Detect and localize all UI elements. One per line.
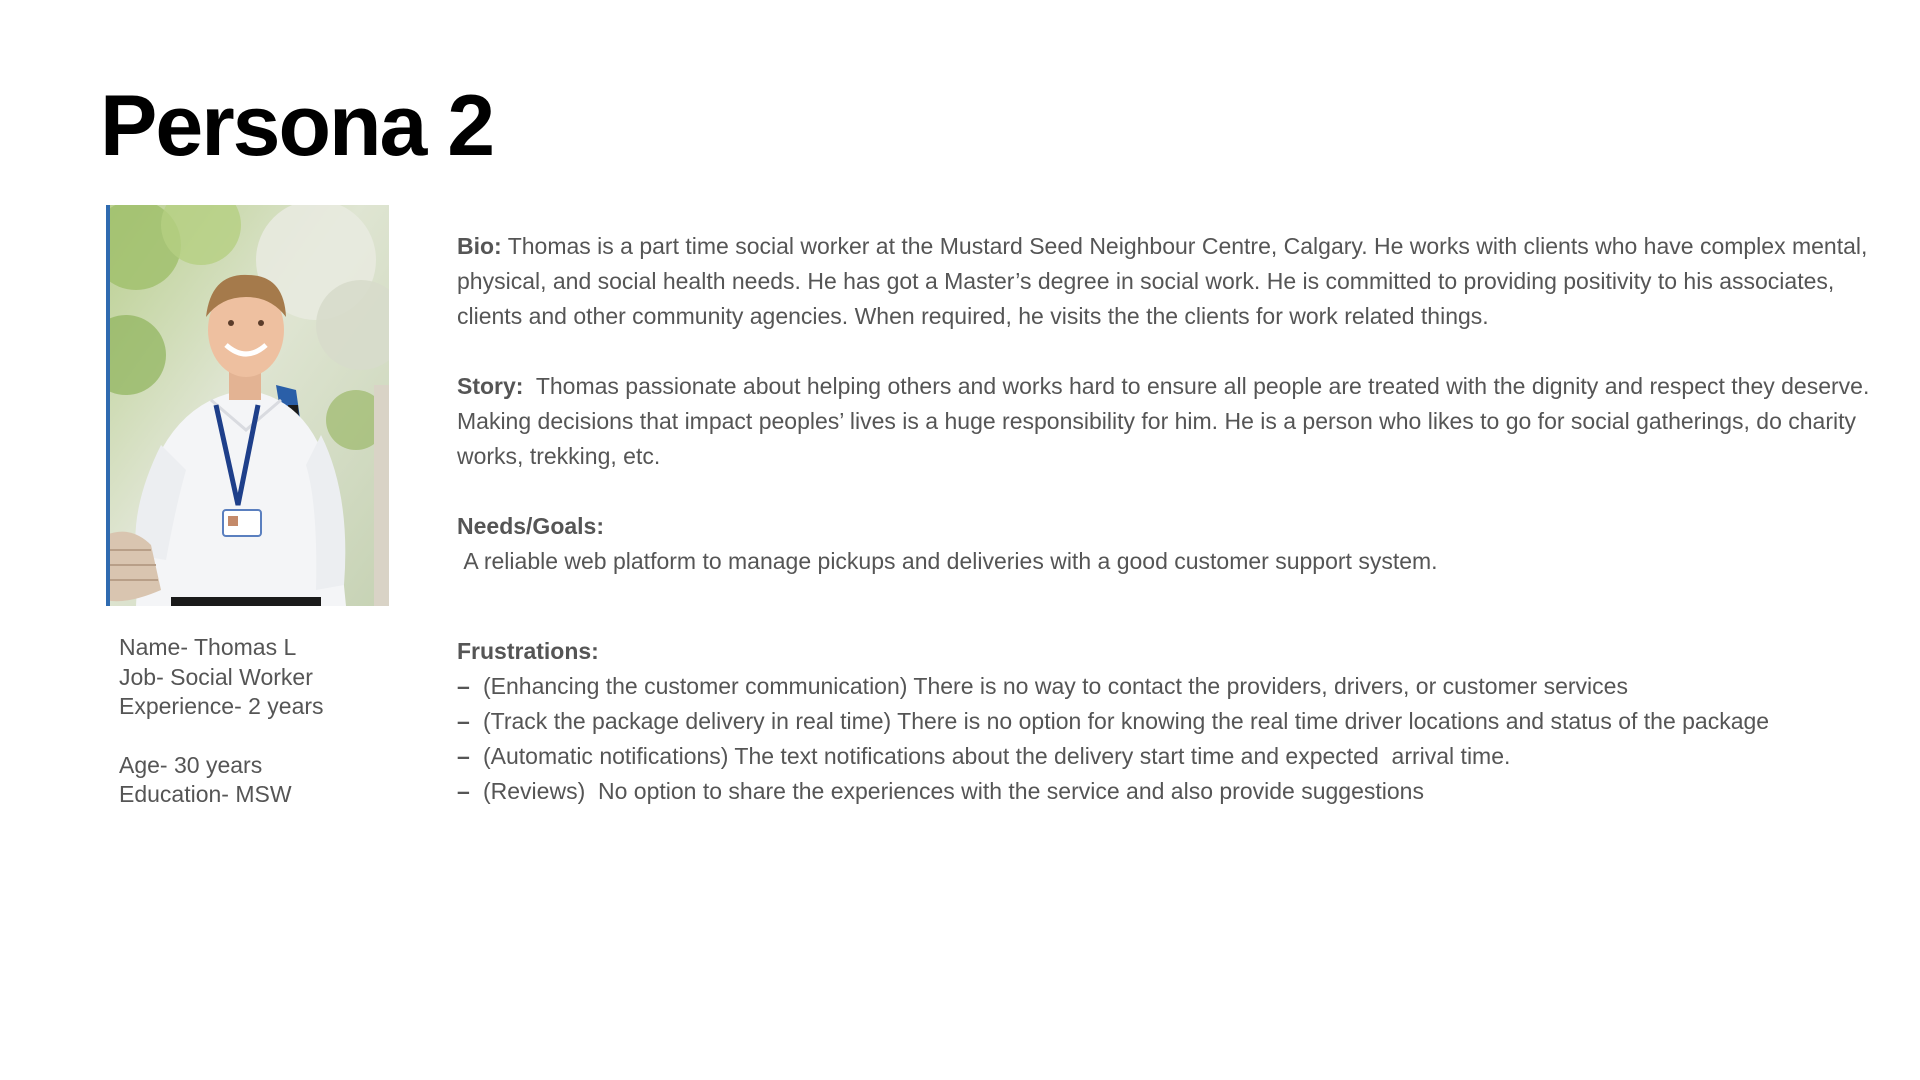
bullet-dash: – bbox=[457, 778, 470, 804]
list-item bbox=[457, 669, 1877, 704]
bullet-dash: – bbox=[457, 673, 470, 699]
persona-experience: Experience- 2 years bbox=[119, 693, 324, 719]
persona-education: Education- MSW bbox=[119, 781, 292, 807]
frustration-text: (Enhancing the customer communication) There is no way to contact the providers, drivers, or customer services bbox=[483, 673, 1628, 699]
frustration-text: (Track the package delivery in real time) There is no option for knowing the real time driver locations and status of the package bbox=[483, 708, 1770, 734]
needs-section bbox=[457, 509, 1877, 579]
bio-label: Bio: bbox=[457, 233, 502, 259]
bullet-dash: – bbox=[457, 743, 470, 769]
bullet-dash: – bbox=[457, 708, 470, 734]
bio-section bbox=[457, 229, 1877, 334]
story-label: Story: bbox=[457, 373, 524, 399]
list-item bbox=[457, 704, 1877, 739]
persona-age: Age- 30 years bbox=[119, 751, 263, 778]
story-text: Thomas passionate about helping others and works hard to ensure all people are treated with the dignity and respect they deserve. Making decisions that impact peoples’ lives is a huge responsibility for him. He is a person who likes to go for social gatherings, do charity works, trekking, etc. bbox=[457, 373, 1876, 469]
persona-details bbox=[457, 229, 1877, 809]
story-section bbox=[457, 369, 1877, 474]
list-item bbox=[457, 774, 1877, 809]
persona-name: Name- Thomas L bbox=[119, 634, 297, 660]
needs-text: A reliable web platform to manage pickups and deliveries with a good customer support system. bbox=[457, 548, 1438, 574]
frustrations-list bbox=[457, 669, 1877, 809]
frustration-text: (Automatic notifications) The text notifications about the delivery start time and expected arrival time. bbox=[483, 743, 1511, 769]
persona-job: Job- Social Worker bbox=[119, 663, 313, 690]
page-title: Persona 2 bbox=[100, 78, 494, 174]
persona-facts bbox=[119, 633, 419, 810]
frustrations-section bbox=[457, 634, 1877, 809]
frustration-text: (Reviews) No option to share the experiences with the service and also provide suggestions bbox=[483, 778, 1424, 804]
persona-photo bbox=[106, 205, 389, 606]
frustrations-label: Frustrations: bbox=[457, 638, 599, 664]
bio-text: Thomas is a part time social worker at the Mustard Seed Neighbour Centre, Calgary. He works with clients who have complex mental, physical, and social health needs. He has got a Master’s degree in social work. He is committed to providing positivity to his associates, clients and other community agencies. When required, he visits the the clients for work related things. bbox=[457, 233, 1874, 329]
needs-label: Needs/Goals: bbox=[457, 513, 604, 539]
list-item bbox=[457, 739, 1877, 774]
persona-photo-image bbox=[106, 205, 389, 606]
